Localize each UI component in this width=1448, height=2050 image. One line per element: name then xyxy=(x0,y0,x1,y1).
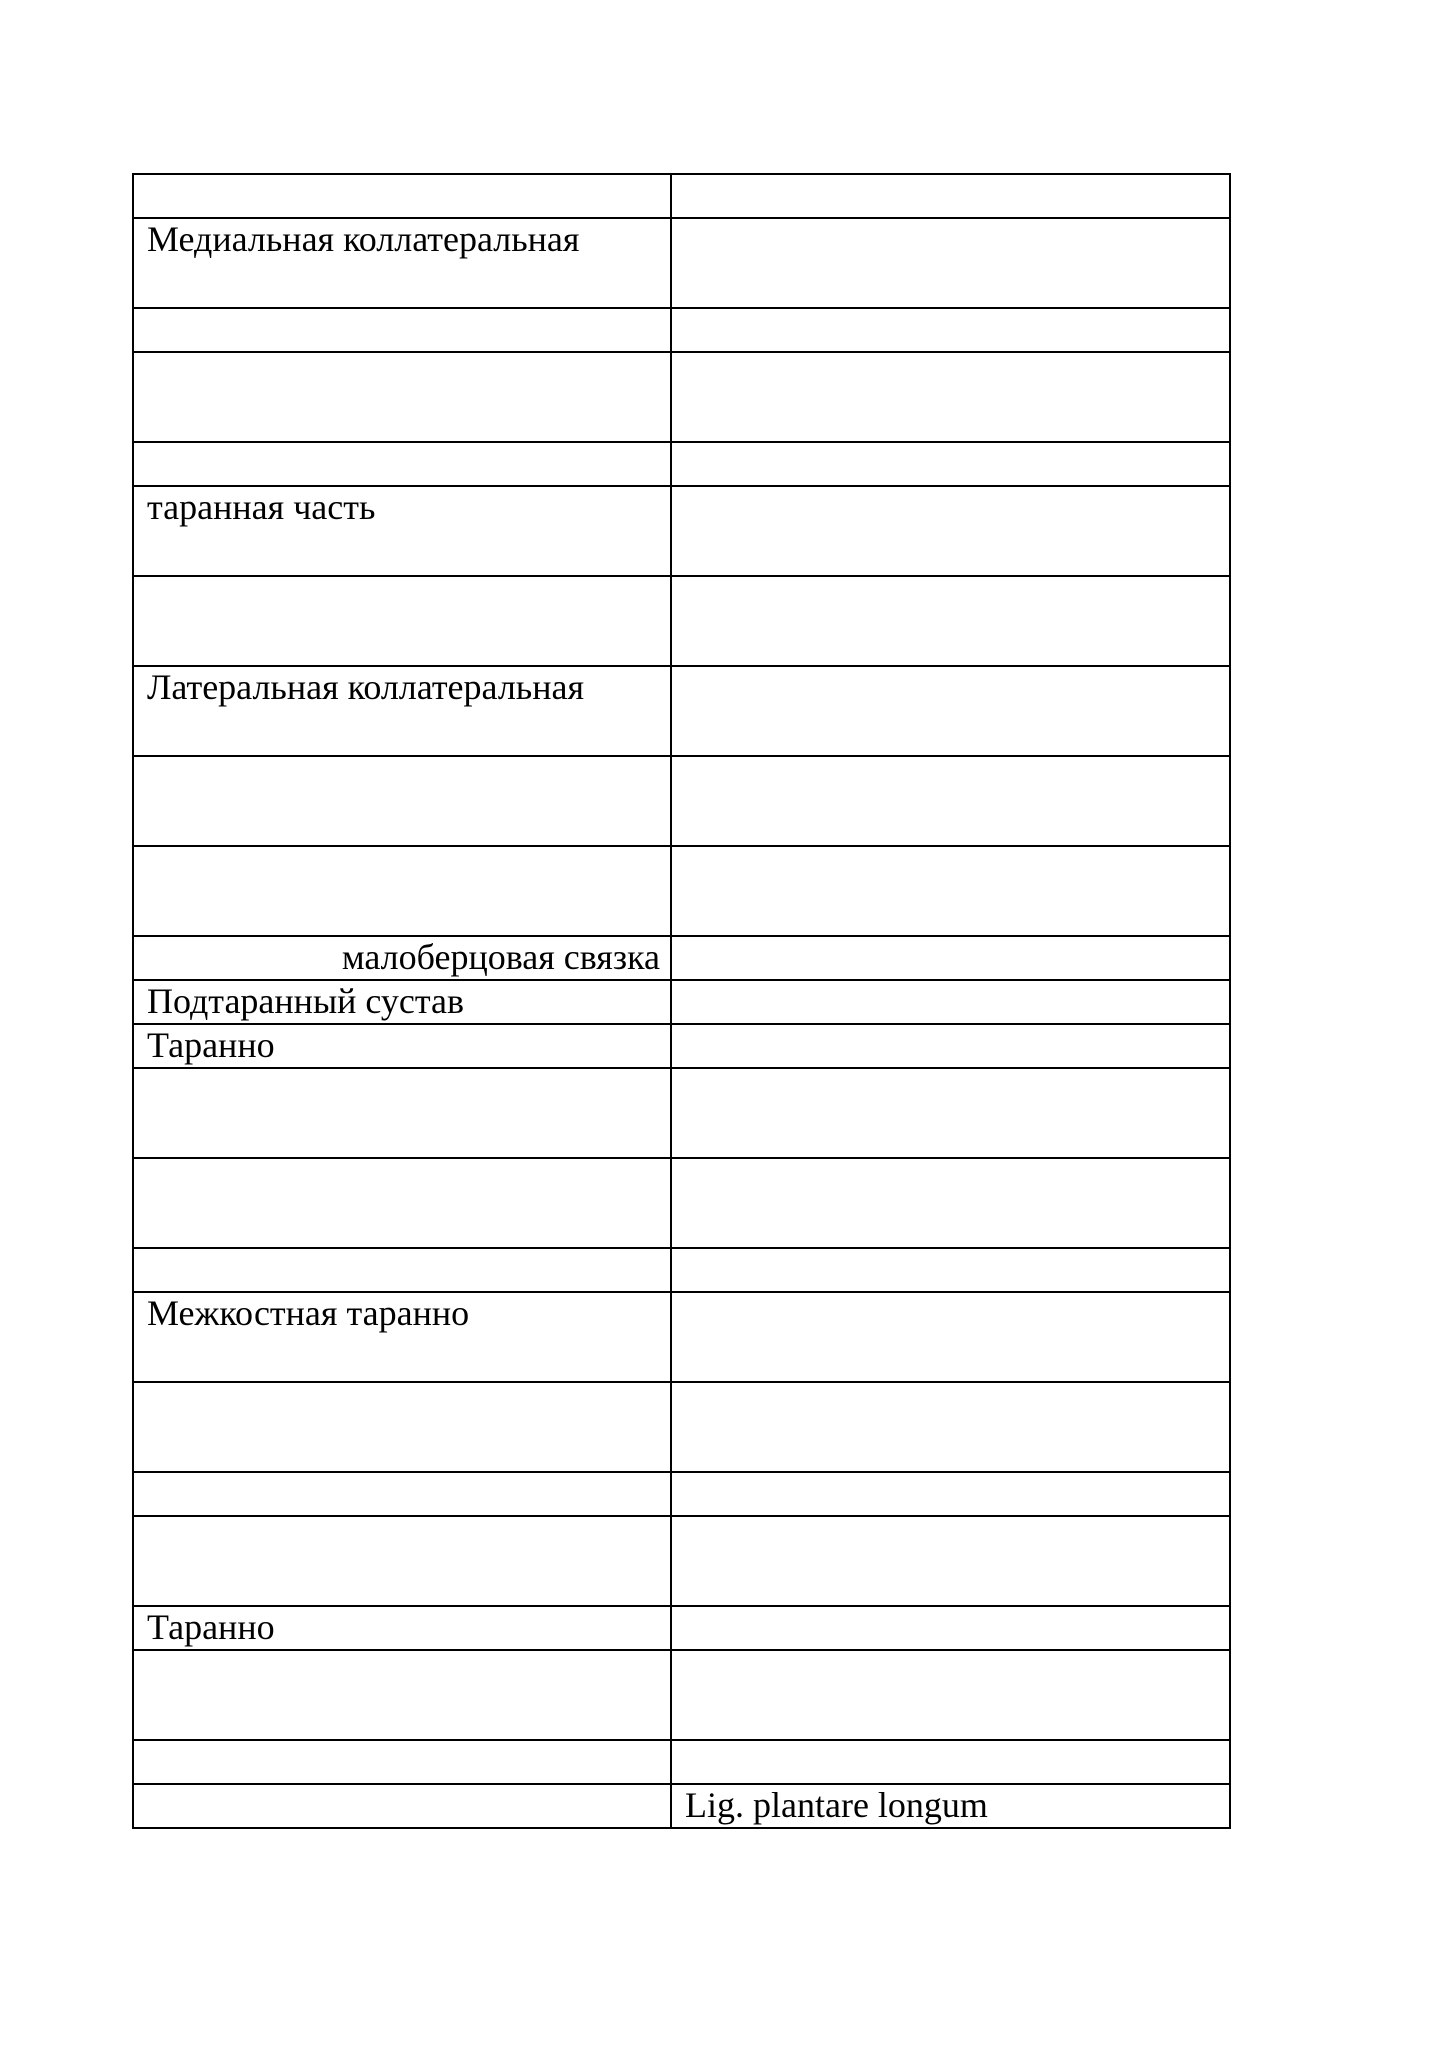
table-row xyxy=(133,1068,1230,1158)
table-cell xyxy=(671,576,1230,666)
ligaments-table xyxy=(132,173,1231,1829)
table-cell: Таранно xyxy=(133,1024,671,1068)
table-row xyxy=(133,352,1230,442)
table-row xyxy=(133,1382,1230,1472)
table-cell: Lig. plantare longum xyxy=(671,1784,1230,1828)
table-row xyxy=(133,1606,1230,1650)
table-row xyxy=(133,1024,1230,1068)
table-cell: Латеральная коллатеральная xyxy=(133,666,671,756)
table-cell xyxy=(671,666,1230,756)
table-cell: Межкостная таранно xyxy=(133,1292,671,1382)
table-row xyxy=(133,308,1230,352)
table-cell xyxy=(133,576,671,666)
table-cell: малоберцовая связка xyxy=(133,936,671,980)
table-cell xyxy=(133,1784,671,1828)
table-cell xyxy=(671,936,1230,980)
table-cell xyxy=(133,846,671,936)
table-row xyxy=(133,218,1230,308)
table-row xyxy=(133,666,1230,756)
table-cell xyxy=(671,1516,1230,1606)
table-cell: Подтаранный сустав xyxy=(133,980,671,1024)
table-cell xyxy=(671,174,1230,218)
table-row xyxy=(133,442,1230,486)
table-row xyxy=(133,1516,1230,1606)
table-cell xyxy=(671,846,1230,936)
table-cell: Медиальная коллатеральная xyxy=(133,218,671,308)
table-row xyxy=(133,1472,1230,1516)
table-cell xyxy=(671,980,1230,1024)
table-cell xyxy=(133,1382,671,1472)
table-cell xyxy=(671,442,1230,486)
table-row xyxy=(133,1158,1230,1248)
table-cell xyxy=(133,756,671,846)
table-cell xyxy=(671,1650,1230,1740)
table-cell xyxy=(133,1158,671,1248)
table-row xyxy=(133,936,1230,980)
table-cell xyxy=(133,352,671,442)
table-cell xyxy=(671,1606,1230,1650)
table-cell xyxy=(133,1650,671,1740)
table-cell xyxy=(671,1248,1230,1292)
table-row xyxy=(133,1248,1230,1292)
table-cell xyxy=(133,174,671,218)
table-cell xyxy=(671,1472,1230,1516)
table-cell xyxy=(671,352,1230,442)
table-row xyxy=(133,1740,1230,1784)
table-cell xyxy=(671,1158,1230,1248)
table-row xyxy=(133,486,1230,576)
table-row xyxy=(133,1650,1230,1740)
table-cell xyxy=(671,1068,1230,1158)
table-row xyxy=(133,1292,1230,1382)
table-cell xyxy=(133,1740,671,1784)
table-row xyxy=(133,980,1230,1024)
table-cell xyxy=(133,1068,671,1158)
table-cell xyxy=(671,756,1230,846)
table-cell xyxy=(671,1740,1230,1784)
table-cell xyxy=(671,218,1230,308)
table-cell xyxy=(671,1382,1230,1472)
table-row xyxy=(133,174,1230,218)
table-cell xyxy=(671,1292,1230,1382)
table-row xyxy=(133,1784,1230,1828)
table-cell xyxy=(671,1024,1230,1068)
table-cell: Таранно xyxy=(133,1606,671,1650)
table-row xyxy=(133,576,1230,666)
table-row xyxy=(133,846,1230,936)
table-cell xyxy=(671,486,1230,576)
table-cell xyxy=(133,442,671,486)
table-cell xyxy=(671,308,1230,352)
table-cell xyxy=(133,1516,671,1606)
table-cell xyxy=(133,1472,671,1516)
table-row xyxy=(133,756,1230,846)
table-cell xyxy=(133,1248,671,1292)
table-cell xyxy=(133,308,671,352)
table-cell: таранная часть xyxy=(133,486,671,576)
